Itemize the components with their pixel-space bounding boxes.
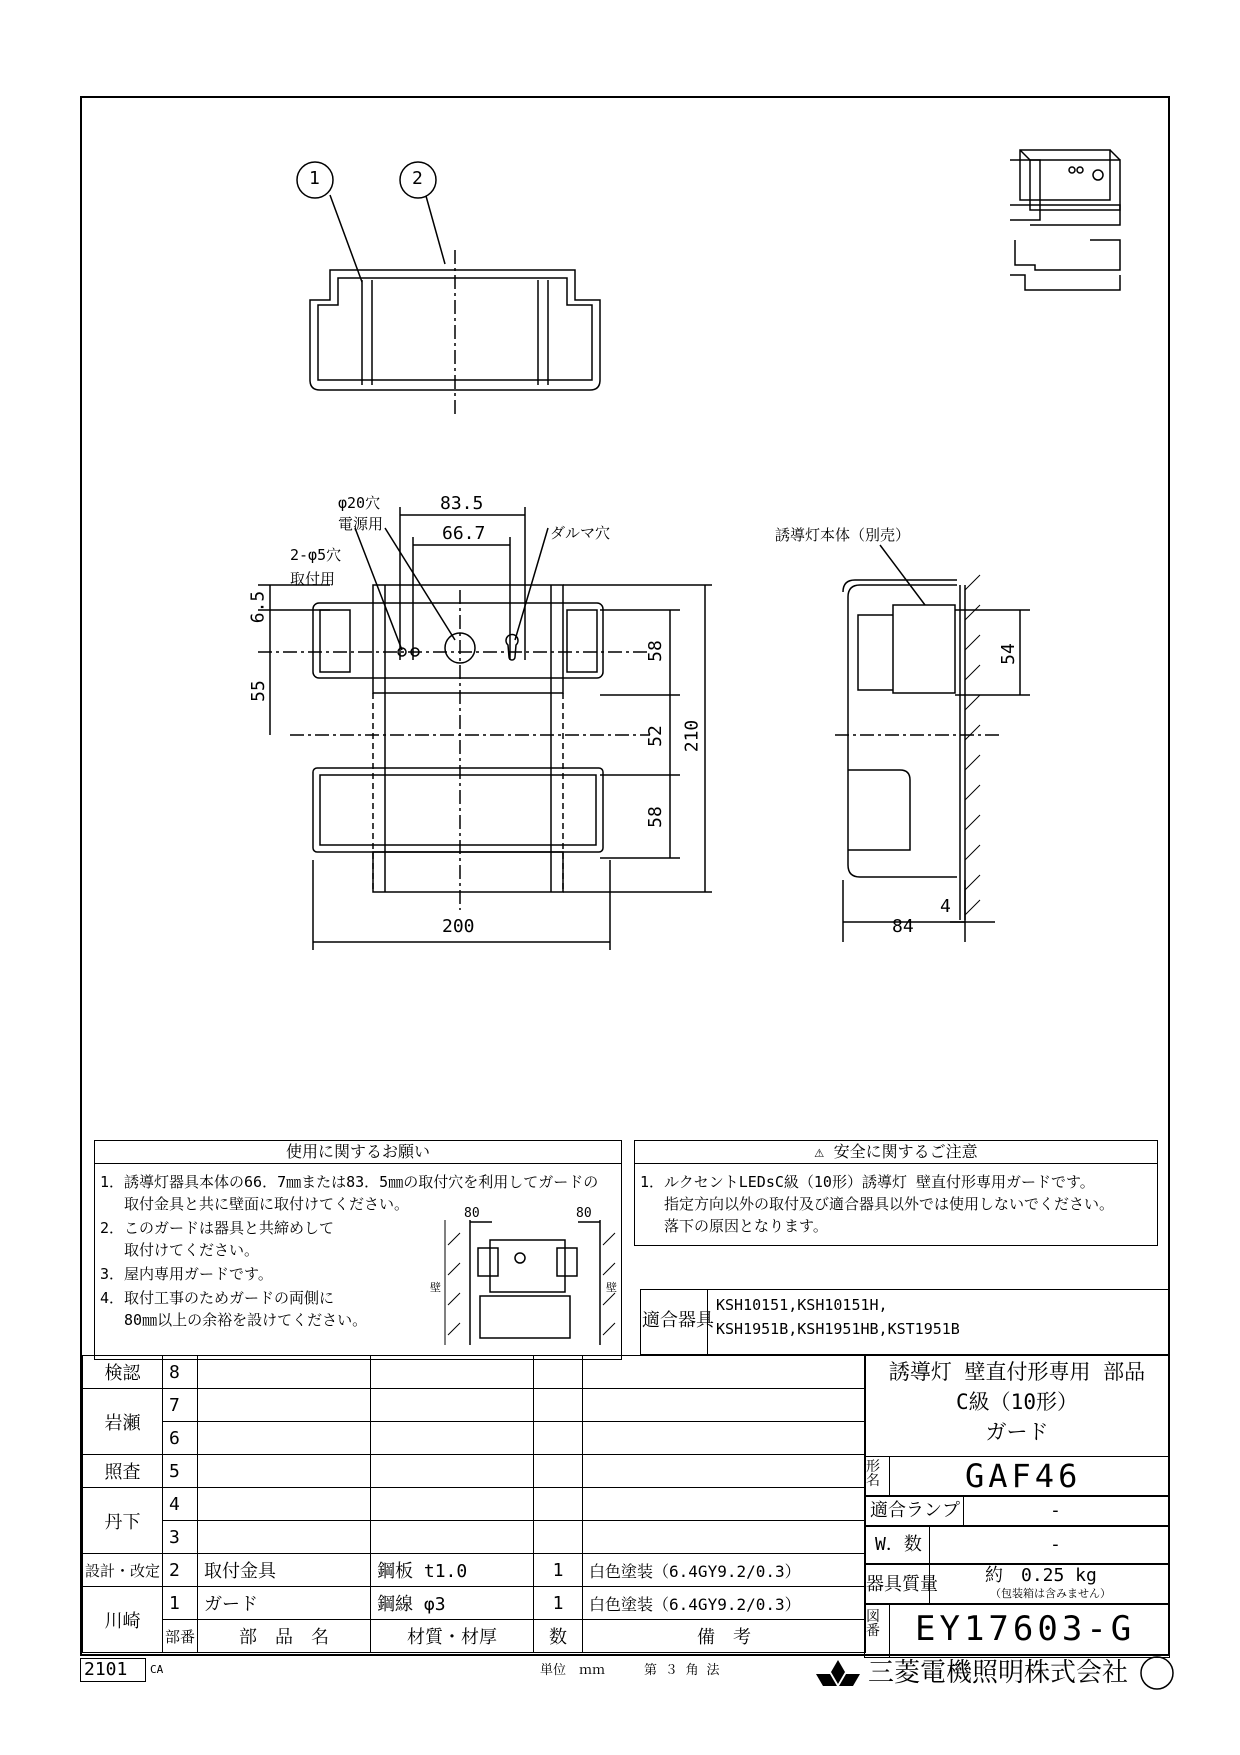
usage-item-1b: 取付金具と共に壁面に取付けてください。	[100, 1195, 410, 1213]
usage-fig-wall-right: 壁	[606, 1281, 617, 1294]
circle-mark-icon	[1141, 1657, 1173, 1689]
part-remark-1: 白色塗装（6.4GY9.2/0.3）	[583, 1587, 866, 1620]
usage-item-4: 4．取付工事のためガードの両側に	[100, 1289, 335, 1307]
dim-210: 210	[681, 719, 703, 753]
part-no-1: 1	[163, 1587, 198, 1620]
watt-value: -	[1050, 1534, 1061, 1555]
part-qty-2: 1	[534, 1554, 583, 1587]
label-power: 電源用	[338, 515, 384, 533]
part-remark-2: 白色塗装（6.4GY9.2/0.3）	[583, 1554, 866, 1587]
compatible-line-2: KSH1951B,KSH1951HB,KST1951B	[716, 1320, 960, 1338]
usage-item-4b: 80㎜以上の余裕を設けてください。	[100, 1311, 368, 1329]
usage-header: 使用に関するお願い	[95, 1141, 621, 1164]
model-number: GAF46	[965, 1457, 1082, 1495]
model-label: 形名	[866, 1459, 880, 1489]
usage-fig-80-right: 80	[576, 1206, 592, 1221]
dim-84: 84	[892, 916, 914, 937]
parts-header-no: 部番	[163, 1620, 198, 1653]
dim-200: 200	[442, 916, 475, 937]
dim-83-5: 83.5	[440, 493, 484, 514]
label-phi5: 2-φ5穴	[290, 546, 342, 564]
dim-6-5: 6.5	[247, 590, 269, 624]
mitsubishi-logo-icon	[816, 1660, 860, 1686]
compatible-line-1: KSH10151,KSH10151H,	[716, 1296, 888, 1314]
rev-label-3: 照査	[83, 1455, 163, 1488]
lamp-value: -	[1050, 1500, 1061, 1521]
drawing-number-label: 図番	[866, 1609, 880, 1639]
part-material-1: 鋼線 φ3	[371, 1587, 534, 1620]
isometric-thumbnail	[1010, 150, 1120, 290]
usage-item-1: 1．誘導灯器具本体の66．7㎜または83．5㎜の取付穴を利用してガードの	[100, 1173, 599, 1191]
safety-item-1b: 指定方向以外の取付及び適合器具以外では使用しないでください。	[640, 1195, 1115, 1213]
title-desc-3: ガード	[985, 1420, 1049, 1444]
rev-no-8: 8	[163, 1356, 198, 1389]
parts-header-qty: 数	[534, 1620, 583, 1653]
safety-item-1: 1．ルクセントLEDsC級（10形）誘導灯 壁直付形専用ガードです。	[640, 1173, 1095, 1191]
safety-item-1c: 落下の原因となります。	[640, 1217, 828, 1235]
dim-54: 54	[997, 643, 1019, 665]
footer-code: 2101	[84, 1659, 128, 1680]
mass-label: 器具質量	[866, 1574, 938, 1595]
part-qty-1: 1	[534, 1587, 583, 1620]
usage-fig-wall-left: 壁	[430, 1281, 441, 1294]
callout-2: 2	[412, 168, 423, 189]
label-unit-body: 誘導灯本体（別売）	[775, 526, 911, 544]
part-name-2: 取付金具	[198, 1554, 371, 1587]
part-name-1: ガード	[198, 1587, 371, 1620]
parts-header-name: 部 品 名	[198, 1620, 371, 1653]
lamp-label: 適合ランプ	[870, 1500, 960, 1521]
label-phi20: φ20穴	[338, 494, 381, 512]
company-name: 三菱電機照明株式会社	[868, 1658, 1129, 1688]
title-desc-1: 誘導灯 壁直付形専用 部品	[888, 1360, 1146, 1384]
dim-58-bottom: 58	[644, 806, 666, 828]
rev-no-7: 7	[163, 1389, 198, 1422]
compatible-label: 適合器具	[642, 1310, 714, 1331]
footer-ca: CA	[150, 1663, 164, 1676]
safety-header: ⚠ 安全に関するご注意	[635, 1141, 1157, 1164]
title-desc-2: C級（10形）	[956, 1390, 1078, 1414]
rev-label-1: 検認	[83, 1356, 163, 1389]
rev-label-2: 岩瀬	[83, 1389, 163, 1455]
dim-55: 55	[247, 680, 269, 702]
top-view	[297, 162, 600, 415]
dim-52: 52	[644, 725, 666, 747]
mass-value: 約 0.25 kg	[985, 1565, 1097, 1586]
label-mount: 取付用	[290, 570, 336, 588]
rev-label-6: 川崎	[83, 1587, 163, 1653]
parts-header-material: 材質・材厚	[371, 1620, 534, 1653]
usage-item-2b: 取付けてください。	[100, 1241, 260, 1259]
dim-58-top: 58	[644, 640, 666, 662]
dim-4: 4	[940, 896, 951, 917]
dim-66-7: 66.7	[442, 523, 486, 544]
callout-1: 1	[309, 168, 320, 189]
side-view	[835, 545, 1030, 942]
rev-no-3: 3	[163, 1521, 198, 1554]
mass-note: （包装箱は含みません）	[990, 1587, 1111, 1600]
rev-no-5: 5	[163, 1455, 198, 1488]
rev-no-4: 4	[163, 1488, 198, 1521]
rev-label-4: 丹下	[83, 1488, 163, 1554]
drawing-number: EY17603-G	[915, 1609, 1136, 1649]
part-no-2: 2	[163, 1554, 198, 1587]
usage-fig-80-left: 80	[464, 1206, 480, 1221]
parts-header-remark: 備 考	[583, 1620, 866, 1653]
parts-revision-table	[82, 1355, 866, 1653]
part-material-2: 鋼板 t1.0	[371, 1554, 534, 1587]
watt-label: W．数	[875, 1534, 922, 1555]
rev-label-5: 設計・改定	[83, 1554, 163, 1587]
usage-item-2: 2．このガードは器具と共締めして	[100, 1219, 335, 1237]
footer-unit: 単位 ｍｍ 第 ３ 角 法	[540, 1663, 720, 1678]
usage-item-3: 3．屋内専用ガードです。	[100, 1265, 273, 1283]
label-daruma: ダルマ穴	[550, 524, 611, 542]
rev-no-6: 6	[163, 1422, 198, 1455]
